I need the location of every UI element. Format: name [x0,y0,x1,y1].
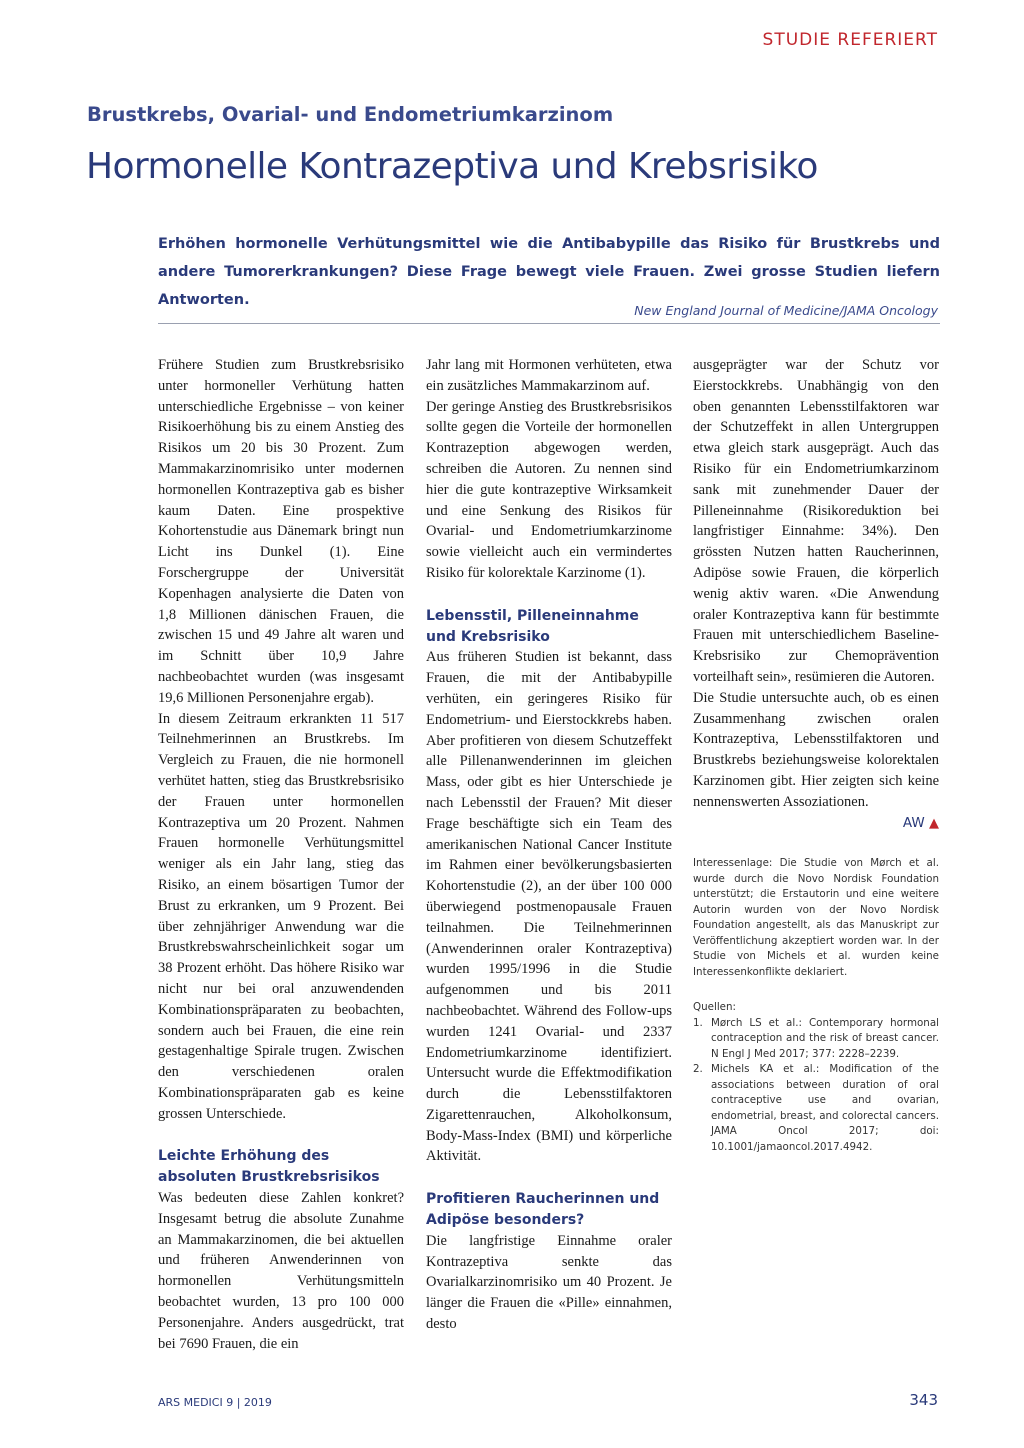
text-column-3 [693,355,939,1155]
section-label: STUDIE REFERIERT [762,30,938,50]
paragraph: Jahr lang mit Hormonen verhüteten, etwa ein zusätzliches Mammakarzinom auf. [426,357,672,394]
reference-number: 1. [693,1016,703,1029]
author-initials: AW [902,814,925,831]
paragraph: ausgeprägter war der Schutz vor Eierstockkrebs. Unabhängig von den oben genannten Lebensstilfaktoren war der Schutzeffekt in allen Untergruppen etwa gleich stark ausgeprägt. Auch das Risiko für ein Endometriumkarzinom sank mit zunehmender Dauer der Pilleneinnahme (Risikoreduktion bei langfristiger Einnahme: 34%). Den grössten Nutzen hatten Raucherinnen, Adipöse sowie Frauen, die körperlich wenig aktiv waren. «Die Anwendung oraler Kontrazeptiva kann für bestimmte Frauen mit unterschiedlichem Baseline-Krebsrisiko zur Chemoprävention vorteilhaft sein», resümieren die Autoren. [693,357,939,685]
subheading: Lebensstil, Pilleneinnahme und Krebsrisiko [426,607,639,645]
article-title: Hormonelle Kontrazeptiva und Krebsrisiko [86,146,818,187]
paragraph: Frühere Studien zum Brustkrebsrisiko unter hormoneller Verhütung hatten unterschiedliche Ergebnisse – von keiner Risikoerhöhung bis zu einem Anstieg des Risikos um 20 bis 30 Prozent. Zum Mammakarzinomrisiko unter modernen hormonellen Kontrazeptiva gab es bisher kaum Daten. Eine prospektive Kohortenstudie aus Dänemark bringt nun Licht ins Dunkel (1). Eine Forschergruppe der Universität Kopenhagen analysierte die Daten von 1,8 Millionen dänischen Frauen, die zwischen 15 und 49 Jahre alt waren und im Schnitt über 10,9 Jahre nachbeobachtet wurden (was insgesamt 19,6 Millionen Personenjahre ergab). [158,357,404,706]
paragraph: Aus früheren Studien ist bekannt, dass Frauen, die mit der Antibabypille verhüten, ein geringeres Risiko für Endometrium- und Eierstockkrebs haben. Aber profitieren von diesem Schutzeffekt alle Pillenanwenderinnen im gleichen Mass, oder gibt es hier Unterschiede je nach Lebensstil der Frauen? Mit dieser Frage beschäftigte sich ein Team des amerikanischen National Cancer Institute im Rahmen einer bevölkerungsbasierten Kohortenstudie (2), an der über 100 000 überwiegend postmenopausale Frauen teilnahmen. Die Teilnehmerinnen (Anwenderinnen oraler Kontrazeptiva) wurden 1995/1996 in die Studie aufgenommen und bis 2011 nachbeobachtet. Während des Follow-ups wurden 1241 Ovarial- und 2337 Endometriumkarzinome identifiziert. Untersucht wurde die Effektmodifikation durch die Lebensstilfaktoren Zigarettenrauchen, Alkoholkonsum, Body-Mass-Index (BMI) und körperliche Aktivität. [426,649,672,1165]
references-heading: Quellen: [693,1001,737,1014]
references [693,1000,939,1155]
journal-footer: ARS MEDICI 9 | 2019 [158,1396,272,1409]
text-column-1 [158,355,404,1354]
page-number: 343 [909,1391,938,1409]
triangle-icon: ▲ [929,815,939,831]
subheading: Profitieren Raucherinnen und Adipöse besonders? [426,1191,660,1229]
reference-item [693,1016,939,1063]
reference-item [693,1062,939,1155]
paragraph: Die langfristige Einnahme oraler Kontrazeptiva senkte das Ovarialkarzinomrisiko um 40 Prozent. Je länger die Frauen die «Pille» einnahmen, desto [426,1232,672,1333]
reference-text: Mørch LS et al.: Contemporary hormonal contraception and the risk of breast cancer. N Engl J Med 2017; 377: 2228–2239. [711,1016,939,1060]
article-lead: Erhöhen hormonelle Verhütungsmittel wie die Antibabypille das Risiko für Brustkrebs und andere Tumorerkrankungen? Diese Frage bewegt viele Frauen. Zwei grosse Studien liefern Antworten. [158,236,940,308]
article-kicker: Brustkrebs, Ovarial- und Endometriumkarzinom [87,103,614,126]
reference-number: 2. [693,1063,703,1076]
paragraph: Die Studie untersuchte auch, ob es einen Zusammenhang zwischen oralen Kontrazeptiva, Lebensstilfaktoren und Brustkrebs beziehungsweise kolorektalen Karzinomen gibt. Hier zeigten sich keine nennenswerten Assoziationen. [693,689,939,810]
author-signature [693,813,939,835]
divider [158,323,940,324]
conflict-of-interest: Interessenlage: Die Studie von Mørch et al. wurde durch die Novo Nordisk Foundation unterstützt; die Erstautorin und eine weitere Autorin wurden von der Novo Nordisk Foundation angestellt, als das Manuskript zur Veröffentlichung akzeptiert worden war. In der Studie von Michels et al. wurden keine Interessenkonflikte deklariert. [693,857,939,978]
reference-list [693,1016,939,1156]
subheading: Leichte Erhöhung des absoluten Brustkrebsrisikos [158,1148,380,1186]
reference-text: Michels KA et al.: Modification of the associations between duration of oral contraceptive use and ovarian, endometrial, breast, and colorectal cancers. JAMA Oncol 2017; doi: 10.1001/jamaoncol.2017.4942. [711,1063,939,1153]
paragraph: In diesem Zeitraum erkrankten 11 517 Teilnehmerinnen an Brustkrebs. Im Vergleich zu Frauen, die nie hormonell verhütet hatten, stieg das Brustkrebsrisiko der Frauen unter hormonellen Kontrazeptiva um 20 Prozent. Nahmen Frauen hormonelle Verhütungsmittel weniger als ein Jahr lang, stieg das Risiko, an einem bösartigen Tumor der Brust zu erkranken, um 9 Prozent. Bei über zehnjähriger Anwendung war die Brustkrebswahrscheinlichkeit sogar um 38 Prozent erhöht. Das höhere Risiko war nicht nur bei oral anzuwendenden Kombinationspräparaten zu beobachten, sondern auch bei Frauen, die eine rein gestagenhaltige Spirale trugen. Zwischen den verschiedenen oralen Kombinationspräparaten gab es keine grossen Unterschiede. [158,710,404,1122]
text-column-2 [426,355,672,1335]
article-source: New England Journal of Medicine/JAMA Oncology [634,303,938,318]
paragraph: Der geringe Anstieg des Brustkrebsrisikos sollte gegen die Vorteile der hormonellen Kontrazeption abgewogen werden, schreiben die Autoren. Zu nennen sind hier die gute kontrazeptive Wirksamkeit und eine Senkung des Risikos für Ovarial- und Endometriumkarzinome sowie vielleicht auch ein vermindertes Risiko für kolorektale Karzinome (1). [426,398,672,581]
paragraph: Was bedeuten diese Zahlen konkret? Insgesamt betrug die absolute Zunahme an Mammakarzinomen, die bei aktuellen und früheren Anwenderinnen von hormonellen Verhütungsmitteln beobachtet wurden, 13 pro 100 000 Personenjahre. Anders ausgedrückt, trat bei 7690 Frauen, die ein [158,1190,404,1352]
